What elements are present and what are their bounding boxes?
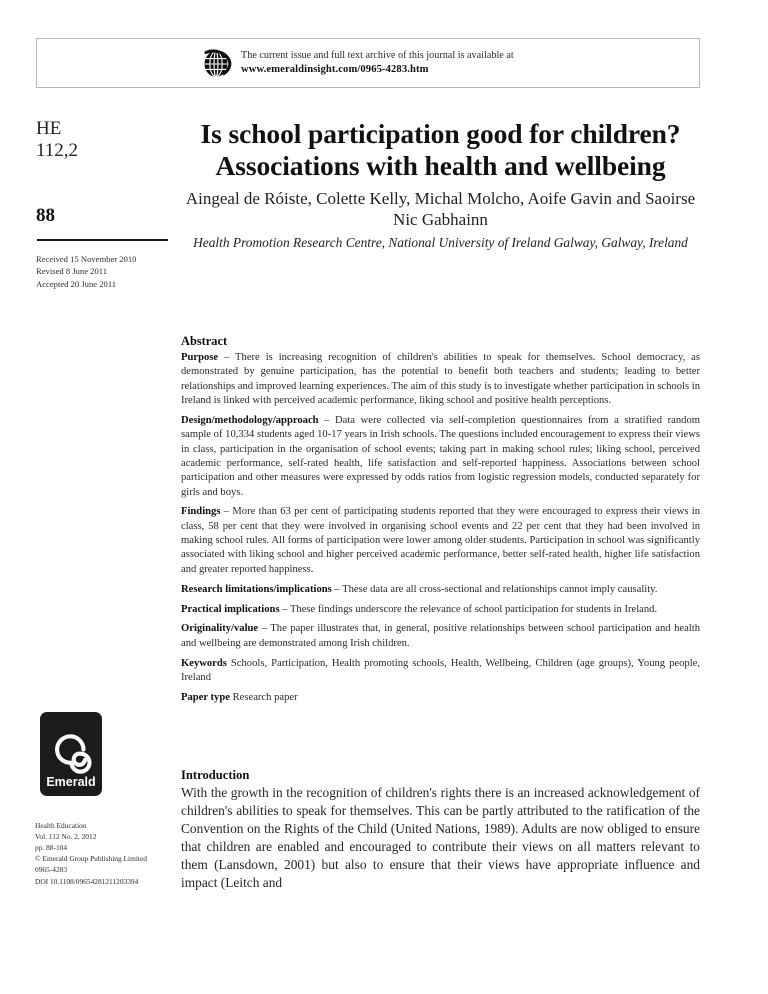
imprint-journal: Health Education bbox=[35, 821, 87, 830]
history-revised: Revised 8 June 2011 bbox=[36, 266, 108, 277]
archive-banner-content bbox=[202, 46, 514, 80]
imprint-volume: Vol. 112 No. 2, 2012 bbox=[35, 832, 97, 842]
folio-rule bbox=[37, 239, 168, 241]
history-received: Received 15 November 2010 bbox=[36, 254, 137, 264]
abstract-section bbox=[181, 334, 700, 711]
abstract-label: Keywords bbox=[181, 657, 227, 669]
running-head-journal-code: HE bbox=[36, 118, 62, 139]
abstract-paragraph bbox=[181, 603, 700, 617]
abstract-text: Schools, Participation, Health promoting schools, Health, Wellbeing, Children (age groups), Young people, Ireland bbox=[181, 657, 700, 683]
publication-history bbox=[36, 253, 176, 290]
history-accepted: Accepted 20 June 2011 bbox=[36, 278, 117, 289]
article-header bbox=[181, 118, 700, 252]
imprint-issn: 0965-4283 bbox=[35, 865, 68, 875]
emerald-wordmark: Emerald bbox=[46, 775, 96, 789]
author-list: Aingeal de Róiste, Colette Kelly, Michal Molcho, Aoife Gavin and Saoirse Nic Gabhainn bbox=[185, 189, 696, 230]
abstract-paragraph bbox=[181, 351, 700, 408]
running-head-volume-issue: 112,2 bbox=[36, 140, 79, 162]
introduction-paragraph: With the growth in the recognition of children's rights there is an increased acknowledgement of children's abilities to speak for themselves. This can be partly attributed to the ratification of the Convention on the Rights of the Child (United Nations, 1989). Adults are now obliged to ensure that children are enabled and encouraged to contribute their views on all matters relevant to them (Lansdown, 2001) but also to ensure that their views have appropriate influence and impact (Leitch and bbox=[181, 785, 700, 891]
author-affiliation: Health Promotion Research Centre, National University of Ireland Galway, Galway, Ireland bbox=[193, 234, 688, 250]
emerald-logo bbox=[40, 712, 102, 796]
running-head-block bbox=[36, 118, 170, 163]
abstract-heading: Abstract bbox=[181, 334, 228, 348]
abstract-text: – There is increasing recognition of children's abilities to speak for themselves. School democracy, as demonstrated by genuine participation, has the potential to benefit both teachers and students; leading to better relationships and improved learning experiences. The aim of this study is to investigate whether participation in schools in Ireland is linked with perceived academic performance, liking school and positive health perceptions. bbox=[181, 352, 700, 407]
imprint-pages: pp. 88-104 bbox=[35, 843, 68, 853]
abstract-paragraph bbox=[181, 414, 700, 500]
page-title: Is school participation good for children? Associations with health and wellbeing bbox=[200, 118, 681, 182]
abstract-text: Research paper bbox=[229, 691, 298, 703]
imprint-doi[interactable]: DOI 10.1108/09654281211203394 bbox=[35, 876, 139, 886]
abstract-text: – The paper illustrates that, in general, positive relationships between school participation and health and wellbeing are demonstrated among Irish children. bbox=[181, 623, 700, 649]
abstract-label: Purpose bbox=[181, 352, 219, 363]
globe-icon bbox=[202, 46, 232, 80]
introduction-section bbox=[181, 768, 700, 892]
abstract-label: Design/methodology/approach bbox=[181, 414, 319, 426]
abstract-text: – Data were collected via self-completion questionnaires from a stratified random sample of 10,334 students aged 10-17 years in Irish schools. The questions included encouragement to express their views in class, participation in the organisation of school events; taking part in making school rules; liking school, perceived academic performance, self-rated health, life satisfaction and self-reported happiness. Associations between school participation and other measures were expressed by odds ratios from logistic regression models, conducted separately for girls and boys. bbox=[181, 414, 700, 498]
abstract-body bbox=[181, 351, 700, 705]
abstract-paragraph bbox=[181, 622, 700, 651]
abstract-label: Research limitations/implications bbox=[181, 583, 332, 595]
abstract-label: Originality/value bbox=[181, 623, 259, 635]
abstract-paragraph bbox=[181, 691, 700, 705]
abstract-label: Practical implications bbox=[181, 603, 280, 615]
introduction-heading: Introduction bbox=[181, 768, 250, 782]
abstract-paragraph bbox=[181, 657, 700, 686]
abstract-label: Paper type bbox=[181, 691, 230, 703]
abstract-text: – More than 63 per cent of participating students reported that they were encouraged to express their views in class, 58 per cent that they were involved in organising school events and 22 per cent that they had been involved in making school rules. All forms of participation were lower among older students. Participation in school was significantly associated with liking school and higher perceived academic performance, better self-rated health, higher life satisfaction and greater reported happiness. bbox=[181, 506, 700, 575]
abstract-paragraph bbox=[181, 505, 700, 577]
abstract-text: – These data are all cross-sectional and relationships cannot imply causality. bbox=[331, 583, 658, 595]
archive-banner-url[interactable]: www.emeraldinsight.com/0965-4283.htm bbox=[241, 63, 429, 75]
archive-banner-text bbox=[241, 49, 514, 77]
page-number: 88 bbox=[36, 205, 55, 226]
journal-archive-banner bbox=[36, 38, 700, 88]
archive-banner-line1: The current issue and full text archive of this journal is available at bbox=[241, 50, 514, 62]
abstract-paragraph bbox=[181, 583, 700, 597]
imprint-block bbox=[35, 820, 185, 887]
abstract-label: Findings bbox=[181, 506, 221, 518]
imprint-publisher: © Emerald Group Publishing Limited bbox=[35, 854, 147, 864]
abstract-text: – These findings underscore the relevance of school participation for students in Ireland. bbox=[279, 603, 658, 615]
